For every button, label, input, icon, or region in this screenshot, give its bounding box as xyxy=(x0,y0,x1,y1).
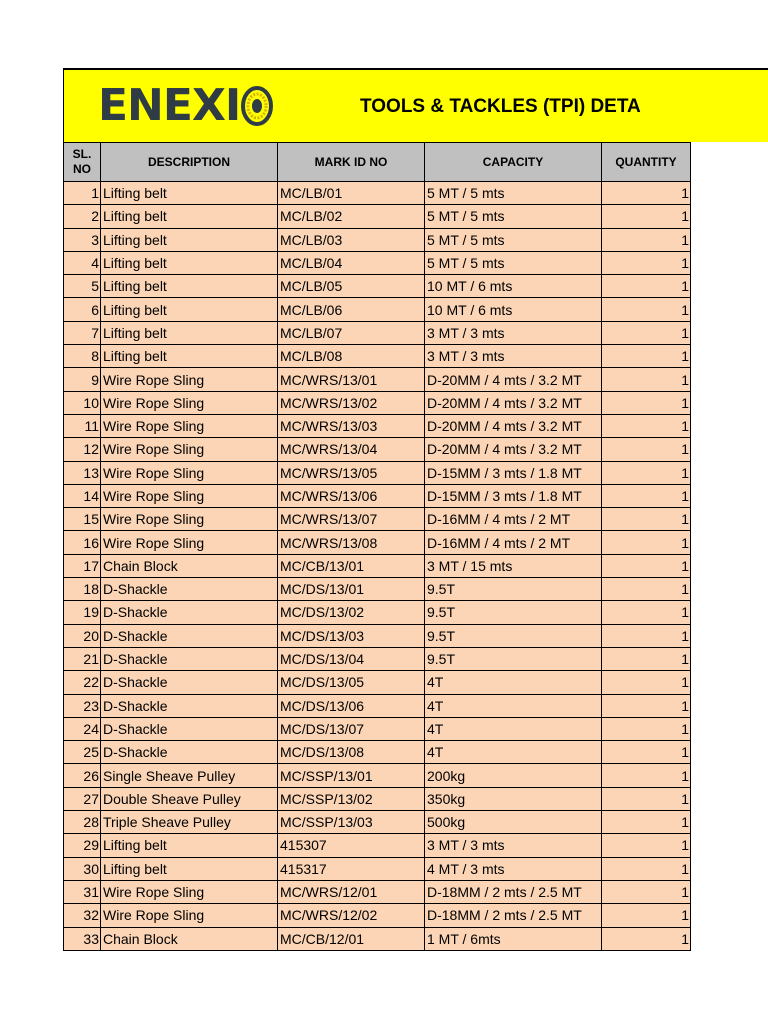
cell-description[interactable]: Wire Rope Sling xyxy=(101,438,278,461)
cell-description[interactable]: Chain Block xyxy=(101,927,278,950)
cell-capacity[interactable]: 10 MT / 6 mts xyxy=(425,298,602,321)
cell-capacity[interactable]: D-20MM / 4 mts / 3.2 MT xyxy=(425,414,602,437)
cell-quantity[interactable]: 1 xyxy=(602,647,691,670)
cell-capacity[interactable]: 9.5T xyxy=(425,578,602,601)
cell-mark-id[interactable]: MC/DS/13/08 xyxy=(278,741,425,764)
cell-capacity[interactable]: D-20MM / 4 mts / 3.2 MT xyxy=(425,368,602,391)
cell-description[interactable]: Wire Rope Sling xyxy=(101,368,278,391)
cell-capacity[interactable]: 3 MT / 3 mts xyxy=(425,834,602,857)
cell-mark-id[interactable]: MC/WRS/12/01 xyxy=(278,880,425,903)
cell-capacity[interactable]: 9.5T xyxy=(425,601,602,624)
cell-sl-no[interactable]: 6 xyxy=(64,298,101,321)
cell-capacity[interactable]: 4T xyxy=(425,694,602,717)
cell-description[interactable]: D-Shackle xyxy=(101,647,278,670)
cell-mark-id[interactable]: MC/DS/13/05 xyxy=(278,671,425,694)
cell-quantity[interactable]: 1 xyxy=(602,508,691,531)
cell-sl-no[interactable]: 28 xyxy=(64,811,101,834)
cell-mark-id[interactable]: MC/WRS/13/06 xyxy=(278,484,425,507)
cell-capacity[interactable]: D-18MM / 2 mts / 2.5 MT xyxy=(425,880,602,903)
cell-description[interactable]: Chain Block xyxy=(101,554,278,577)
cell-quantity[interactable]: 1 xyxy=(602,764,691,787)
cell-capacity[interactable]: 4T xyxy=(425,717,602,740)
table-row xyxy=(64,368,691,391)
table-row xyxy=(64,741,691,764)
cell-quantity[interactable]: 1 xyxy=(602,578,691,601)
cell-sl-no[interactable]: 13 xyxy=(64,461,101,484)
cell-sl-no[interactable]: 12 xyxy=(64,438,101,461)
cell-sl-no[interactable]: 20 xyxy=(64,624,101,647)
cell-capacity[interactable]: 9.5T xyxy=(425,624,602,647)
cell-sl-no[interactable]: 21 xyxy=(64,647,101,670)
cell-mark-id[interactable]: MC/LB/04 xyxy=(278,251,425,274)
cell-mark-id[interactable]: MC/WRS/13/02 xyxy=(278,391,425,414)
cell-mark-id[interactable]: MC/CB/13/01 xyxy=(278,554,425,577)
cell-sl-no[interactable]: 16 xyxy=(64,531,101,554)
table-row xyxy=(64,508,691,531)
cell-sl-no[interactable]: 1 xyxy=(64,182,101,205)
cell-capacity[interactable]: D-16MM / 4 mts / 2 MT xyxy=(425,508,602,531)
enexio-logo xyxy=(98,82,273,130)
cell-quantity[interactable]: 1 xyxy=(602,787,691,810)
cell-description[interactable]: Wire Rope Sling xyxy=(101,531,278,554)
cell-sl-no[interactable]: 19 xyxy=(64,601,101,624)
cell-description[interactable]: D-Shackle xyxy=(101,717,278,740)
cell-description[interactable]: Wire Rope Sling xyxy=(101,484,278,507)
cell-quantity[interactable]: 1 xyxy=(602,345,691,368)
table-row xyxy=(64,205,691,228)
cell-capacity[interactable]: 10 MT / 6 mts xyxy=(425,275,602,298)
cell-description[interactable]: D-Shackle xyxy=(101,741,278,764)
logo-ring-icon xyxy=(241,86,273,126)
cell-description[interactable]: D-Shackle xyxy=(101,671,278,694)
cell-sl-no[interactable]: 26 xyxy=(64,764,101,787)
cell-description[interactable]: D-Shackle xyxy=(101,694,278,717)
cell-description[interactable]: Lifting belt xyxy=(101,345,278,368)
cell-description[interactable]: Lifting belt xyxy=(101,298,278,321)
cell-capacity[interactable]: 3 MT / 15 mts xyxy=(425,554,602,577)
cell-mark-id[interactable]: MC/CB/12/01 xyxy=(278,927,425,950)
cell-capacity[interactable]: 500kg xyxy=(425,811,602,834)
cell-description[interactable]: Wire Rope Sling xyxy=(101,391,278,414)
cell-mark-id[interactable]: MC/WRS/13/04 xyxy=(278,438,425,461)
cell-sl-no[interactable]: 14 xyxy=(64,484,101,507)
cell-sl-no[interactable]: 24 xyxy=(64,717,101,740)
cell-capacity[interactable]: 5 MT / 5 mts xyxy=(425,182,602,205)
table-row xyxy=(64,671,691,694)
cell-description[interactable]: Lifting belt xyxy=(101,834,278,857)
table-row xyxy=(64,904,691,927)
cell-description[interactable]: Triple Sheave Pulley xyxy=(101,811,278,834)
table-body xyxy=(64,182,691,951)
table-row xyxy=(64,345,691,368)
cell-description[interactable]: Lifting belt xyxy=(101,275,278,298)
cell-mark-id[interactable]: MC/LB/07 xyxy=(278,321,425,344)
cell-quantity[interactable]: 1 xyxy=(602,228,691,251)
table-row xyxy=(64,717,691,740)
cell-description[interactable]: Double Sheave Pulley xyxy=(101,787,278,810)
table-row xyxy=(64,531,691,554)
cell-sl-no[interactable]: 31 xyxy=(64,880,101,903)
cell-description[interactable]: D-Shackle xyxy=(101,578,278,601)
cell-quantity[interactable]: 1 xyxy=(602,717,691,740)
cell-quantity[interactable]: 1 xyxy=(602,811,691,834)
table-row xyxy=(64,834,691,857)
cell-description[interactable]: Wire Rope Sling xyxy=(101,880,278,903)
table-row xyxy=(64,275,691,298)
header-sl-no: SL. NO xyxy=(64,143,101,182)
table-row xyxy=(64,927,691,950)
cell-description[interactable]: Lifting belt xyxy=(101,857,278,880)
header-mark-id: MARK ID NO xyxy=(278,143,425,182)
cell-mark-id[interactable]: MC/LB/06 xyxy=(278,298,425,321)
cell-quantity[interactable]: 1 xyxy=(602,927,691,950)
cell-capacity[interactable]: D-15MM / 3 mts / 1.8 MT xyxy=(425,461,602,484)
cell-description[interactable]: Wire Rope Sling xyxy=(101,508,278,531)
cell-mark-id[interactable]: MC/WRS/13/08 xyxy=(278,531,425,554)
table-row xyxy=(64,647,691,670)
table-row xyxy=(64,228,691,251)
cell-sl-no[interactable]: 8 xyxy=(64,345,101,368)
cell-capacity[interactable]: 5 MT / 5 mts xyxy=(425,205,602,228)
title-banner xyxy=(63,68,768,142)
cell-mark-id[interactable]: MC/DS/13/01 xyxy=(278,578,425,601)
cell-description[interactable]: Lifting belt xyxy=(101,182,278,205)
cell-quantity[interactable]: 1 xyxy=(602,251,691,274)
cell-quantity[interactable]: 1 xyxy=(602,275,691,298)
cell-mark-id[interactable]: MC/DS/13/03 xyxy=(278,624,425,647)
cell-sl-no[interactable]: 9 xyxy=(64,368,101,391)
cell-quantity[interactable]: 1 xyxy=(602,554,691,577)
cell-quantity[interactable]: 1 xyxy=(602,741,691,764)
table-row xyxy=(64,438,691,461)
cell-capacity[interactable]: D-15MM / 3 mts / 1.8 MT xyxy=(425,484,602,507)
cell-mark-id[interactable]: 415317 xyxy=(278,857,425,880)
cell-description[interactable]: Wire Rope Sling xyxy=(101,414,278,437)
cell-sl-no[interactable]: 23 xyxy=(64,694,101,717)
header-quantity: QUANTITY xyxy=(602,143,691,182)
header-description: DESCRIPTION xyxy=(101,143,278,182)
table-row xyxy=(64,461,691,484)
cell-mark-id[interactable]: MC/DS/13/02 xyxy=(278,601,425,624)
cell-quantity[interactable]: 1 xyxy=(602,298,691,321)
cell-capacity[interactable]: 5 MT / 5 mts xyxy=(425,228,602,251)
cell-mark-id[interactable]: MC/WRS/12/02 xyxy=(278,904,425,927)
cell-description[interactable]: Lifting belt xyxy=(101,228,278,251)
cell-capacity[interactable]: D-20MM / 4 mts / 3.2 MT xyxy=(425,438,602,461)
logo-text: ENEXI xyxy=(98,80,241,131)
cell-capacity[interactable]: 4T xyxy=(425,671,602,694)
cell-capacity[interactable]: D-16MM / 4 mts / 2 MT xyxy=(425,531,602,554)
cell-mark-id[interactable]: MC/DS/13/07 xyxy=(278,717,425,740)
cell-description[interactable]: D-Shackle xyxy=(101,601,278,624)
table-row xyxy=(64,251,691,274)
table-row xyxy=(64,880,691,903)
cell-quantity[interactable]: 1 xyxy=(602,414,691,437)
cell-mark-id[interactable]: MC/WRS/13/03 xyxy=(278,414,425,437)
table-row xyxy=(64,624,691,647)
cell-sl-no[interactable]: 29 xyxy=(64,834,101,857)
cell-sl-no[interactable]: 3 xyxy=(64,228,101,251)
table-row xyxy=(64,857,691,880)
cell-sl-no[interactable]: 33 xyxy=(64,927,101,950)
table-row xyxy=(64,787,691,810)
cell-mark-id[interactable]: MC/SSP/13/01 xyxy=(278,764,425,787)
cell-sl-no[interactable]: 10 xyxy=(64,391,101,414)
cell-sl-no[interactable]: 18 xyxy=(64,578,101,601)
cell-description[interactable]: Wire Rope Sling xyxy=(101,904,278,927)
cell-quantity[interactable]: 1 xyxy=(602,531,691,554)
cell-quantity[interactable]: 1 xyxy=(602,601,691,624)
cell-mark-id[interactable]: MC/LB/01 xyxy=(278,182,425,205)
cell-quantity[interactable]: 1 xyxy=(602,368,691,391)
cell-description[interactable]: Lifting belt xyxy=(101,251,278,274)
cell-sl-no[interactable]: 25 xyxy=(64,741,101,764)
cell-description[interactable]: D-Shackle xyxy=(101,624,278,647)
table-header-row xyxy=(64,143,691,182)
cell-sl-no[interactable]: 15 xyxy=(64,508,101,531)
cell-sl-no[interactable]: 32 xyxy=(64,904,101,927)
cell-description[interactable]: Lifting belt xyxy=(101,205,278,228)
table-row xyxy=(64,578,691,601)
cell-capacity[interactable]: 5 MT / 5 mts xyxy=(425,251,602,274)
cell-capacity[interactable]: 200kg xyxy=(425,764,602,787)
cell-quantity[interactable]: 1 xyxy=(602,694,691,717)
cell-quantity[interactable]: 1 xyxy=(602,834,691,857)
cell-quantity[interactable]: 1 xyxy=(602,205,691,228)
cell-mark-id[interactable]: MC/SSP/13/03 xyxy=(278,811,425,834)
cell-quantity[interactable]: 1 xyxy=(602,857,691,880)
cell-sl-no[interactable]: 7 xyxy=(64,321,101,344)
cell-sl-no[interactable]: 5 xyxy=(64,275,101,298)
cell-capacity[interactable]: 3 MT / 3 mts xyxy=(425,345,602,368)
table-row xyxy=(64,764,691,787)
table-row xyxy=(64,321,691,344)
cell-mark-id[interactable]: MC/DS/13/04 xyxy=(278,647,425,670)
table-row xyxy=(64,811,691,834)
cell-sl-no[interactable]: 30 xyxy=(64,857,101,880)
cell-description[interactable]: Wire Rope Sling xyxy=(101,461,278,484)
cell-quantity[interactable]: 1 xyxy=(602,461,691,484)
table-row xyxy=(64,554,691,577)
cell-capacity[interactable]: 1 MT / 6mts xyxy=(425,927,602,950)
cell-quantity[interactable]: 1 xyxy=(602,904,691,927)
cell-capacity[interactable]: 4 MT / 3 mts xyxy=(425,857,602,880)
cell-mark-id[interactable]: MC/LB/03 xyxy=(278,228,425,251)
table-row xyxy=(64,391,691,414)
cell-description[interactable]: Single Sheave Pulley xyxy=(101,764,278,787)
cell-sl-no[interactable]: 27 xyxy=(64,787,101,810)
cell-description[interactable]: Lifting belt xyxy=(101,321,278,344)
table-row xyxy=(64,182,691,205)
cell-mark-id[interactable]: MC/DS/13/06 xyxy=(278,694,425,717)
cell-mark-id[interactable]: MC/WRS/13/05 xyxy=(278,461,425,484)
cell-capacity[interactable]: D-20MM / 4 mts / 3.2 MT xyxy=(425,391,602,414)
cell-mark-id[interactable]: MC/WRS/13/01 xyxy=(278,368,425,391)
table-row xyxy=(64,484,691,507)
cell-quantity[interactable]: 1 xyxy=(602,438,691,461)
cell-sl-no[interactable]: 17 xyxy=(64,554,101,577)
cell-capacity[interactable]: 4T xyxy=(425,741,602,764)
cell-sl-no[interactable]: 4 xyxy=(64,251,101,274)
table-row xyxy=(64,414,691,437)
cell-quantity[interactable]: 1 xyxy=(602,624,691,647)
cell-mark-id[interactable]: MC/LB/02 xyxy=(278,205,425,228)
tools-table xyxy=(63,142,691,951)
cell-quantity[interactable]: 1 xyxy=(602,391,691,414)
cell-quantity[interactable]: 1 xyxy=(602,671,691,694)
cell-mark-id[interactable]: MC/LB/05 xyxy=(278,275,425,298)
table-row xyxy=(64,694,691,717)
cell-quantity[interactable]: 1 xyxy=(602,484,691,507)
header-capacity: CAPACITY xyxy=(425,143,602,182)
cell-mark-id[interactable]: MC/LB/08 xyxy=(278,345,425,368)
cell-sl-no[interactable]: 11 xyxy=(64,414,101,437)
cell-mark-id[interactable]: MC/SSP/13/02 xyxy=(278,787,425,810)
cell-quantity[interactable]: 1 xyxy=(602,182,691,205)
table-row xyxy=(64,601,691,624)
cell-mark-id[interactable]: MC/WRS/13/07 xyxy=(278,508,425,531)
table-row xyxy=(64,298,691,321)
cell-capacity[interactable]: 3 MT / 3 mts xyxy=(425,321,602,344)
cell-capacity[interactable]: 9.5T xyxy=(425,647,602,670)
cell-capacity[interactable]: D-18MM / 2 mts / 2.5 MT xyxy=(425,904,602,927)
cell-capacity[interactable]: 350kg xyxy=(425,787,602,810)
cell-quantity[interactable]: 1 xyxy=(602,321,691,344)
cell-sl-no[interactable]: 2 xyxy=(64,205,101,228)
page-title: TOOLS & TACKLES (TPI) DETA xyxy=(360,96,641,117)
cell-sl-no[interactable]: 22 xyxy=(64,671,101,694)
cell-mark-id[interactable]: 415307 xyxy=(278,834,425,857)
cell-quantity[interactable]: 1 xyxy=(602,880,691,903)
